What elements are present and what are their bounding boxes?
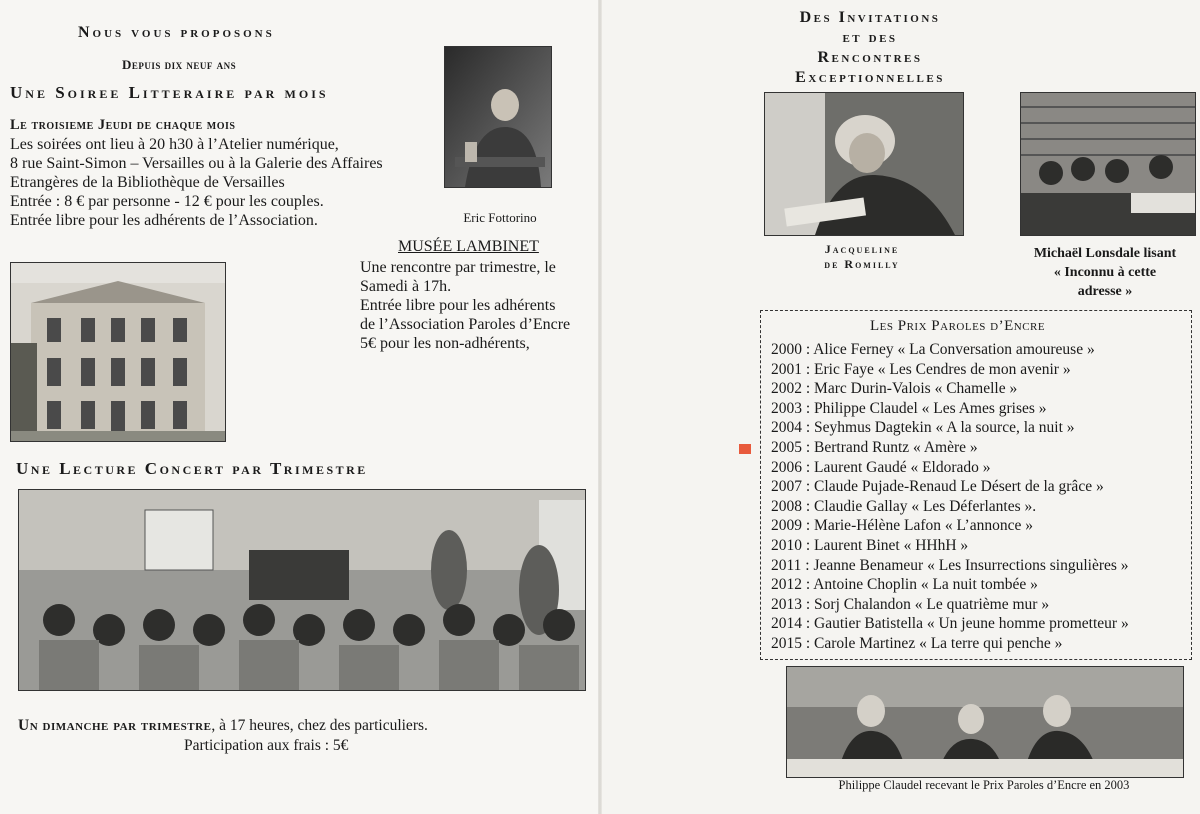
caption-lonsdale-line: Michaël Lonsdale lisant [1033, 246, 1177, 261]
photo-jacqueline-de-romilly [764, 92, 964, 236]
caption-lonsdale-line: adresse » [1077, 284, 1133, 299]
marker-square-icon [739, 444, 751, 454]
photo-michael-lonsdale [1020, 92, 1196, 236]
prix-item: 2009 : Marie-Hélène Lafon « L’annonce » [771, 517, 1033, 535]
heading-proposons: Nous vous proposons [78, 24, 275, 41]
prix-item: 2008 : Claudie Gallay « Les Déferlantes ». [771, 497, 1037, 515]
caption-lonsdale-line: « Inconnu à cette [1053, 265, 1157, 280]
right-title [760, 8, 980, 88]
caption-fottorino: Eric Fottorino [463, 210, 537, 225]
photo-philippe-claudel [786, 666, 1184, 778]
prix-item: 2013 : Sorj Chalandon « Le quatrième mur » [771, 595, 1050, 613]
dimanche-bold: Un dimanche par trimestre [18, 717, 212, 734]
musee-line: Samedi à 17h. [360, 278, 452, 295]
prix-item: 2010 : Laurent Binet « HHhH » [771, 536, 969, 554]
prix-item: 2006 : Laurent Gaudé « Eldorado » [771, 458, 991, 476]
photo-eric-fottorino [444, 46, 552, 188]
photo-claudel-image [787, 667, 1183, 777]
prix-item: 2015 : Carole Martinez « La terre qui penche » [771, 634, 1063, 652]
prix-item: 2012 : Antoine Choplin « La nuit tombée » [771, 576, 1038, 594]
dimanche-rest: , à 17 heures, chez des particuliers. [211, 717, 428, 734]
prix-item: 2011 : Jeanne Benameur « Les Insurrections singulières » [771, 556, 1129, 574]
caption-romilly-line: de Romilly [824, 257, 900, 271]
photo-musee-image [11, 263, 225, 441]
caption-romilly [790, 242, 934, 272]
page-fold [598, 0, 602, 814]
title-line: Des Invitations [799, 9, 941, 26]
title-line: et des [842, 29, 898, 46]
title-line: Exceptionnelles [795, 69, 945, 86]
prix-title: Les Prix Paroles d’Encre [870, 318, 1046, 334]
body-line: Entrée : 8 € par personne - 12 € pour les couples. [10, 193, 324, 210]
photo-fottorino-image [445, 47, 551, 187]
body-line: Etrangères de la Bibliothèque de Versailles [10, 174, 285, 191]
photo-romilly-image [765, 93, 963, 235]
prix-list [771, 340, 1129, 654]
prix-item: 2003 : Philippe Claudel « Les Ames grises » [771, 399, 1047, 417]
body-line: Entrée libre pour les adhérents de l’Association. [10, 212, 318, 229]
photo-lecture-concert [18, 489, 586, 691]
jeudi-title: Le troisieme Jeudi de chaque mois [10, 117, 236, 133]
musee-line: Une rencontre par trimestre, le [360, 259, 556, 276]
musee-title: MUSÉE LAMBINET [398, 238, 539, 255]
prix-item: 2005 : Bertrand Runtz « Amère » [771, 438, 978, 456]
photo-concert-image [19, 490, 585, 690]
photo-lonsdale-image [1021, 93, 1195, 235]
sub-dix-neuf-ans: Depuis dix neuf ans [122, 57, 237, 72]
soiree-body [10, 135, 383, 230]
body-line: Les soirées ont lieu à 20 h30 à l’Atelier numérique, [10, 136, 339, 153]
musee-line: Entrée libre pour les adhérents [360, 297, 556, 314]
caption-claudel: Philippe Claudel recevant le Prix Paroles d’Encre en 2003 [838, 778, 1130, 792]
participation: Participation aux frais : 5€ [184, 737, 349, 754]
musee-line: de l’Association Paroles d’Encre [360, 316, 571, 333]
photo-musee-lambinet [10, 262, 226, 442]
musee-body [360, 258, 570, 353]
lecture-concert-title: Une Lecture Concert par Trimestre [16, 459, 368, 478]
title-line: Rencontres [817, 49, 923, 66]
prix-item: 2004 : Seyhmus Dagtekin « A la source, la nuit » [771, 419, 1075, 437]
body-line: 8 rue Saint-Simon – Versailles ou à la Galerie des Affaires [10, 155, 383, 172]
prix-item: 2001 : Eric Faye « Les Cendres de mon avenir » [771, 360, 1071, 378]
caption-romilly-line: Jacqueline [824, 242, 900, 256]
prix-item: 2007 : Claude Pujade-Renaud Le Désert de la grâce » [771, 478, 1104, 496]
musee-line: 5€ pour les non-adhérents, [360, 335, 530, 352]
prix-item: 2002 : Marc Durin-Valois « Chamelle » [771, 380, 1018, 398]
prix-item: 2014 : Gautier Batistella « Un jeune homme prometteur » [771, 615, 1129, 633]
soiree-title: Une Soiree Litteraire par mois [10, 83, 329, 102]
prix-item: 2000 : Alice Ferney « La Conversation amoureuse » [771, 341, 1095, 358]
dimanche-line [18, 717, 428, 735]
caption-lonsdale [1010, 244, 1200, 301]
